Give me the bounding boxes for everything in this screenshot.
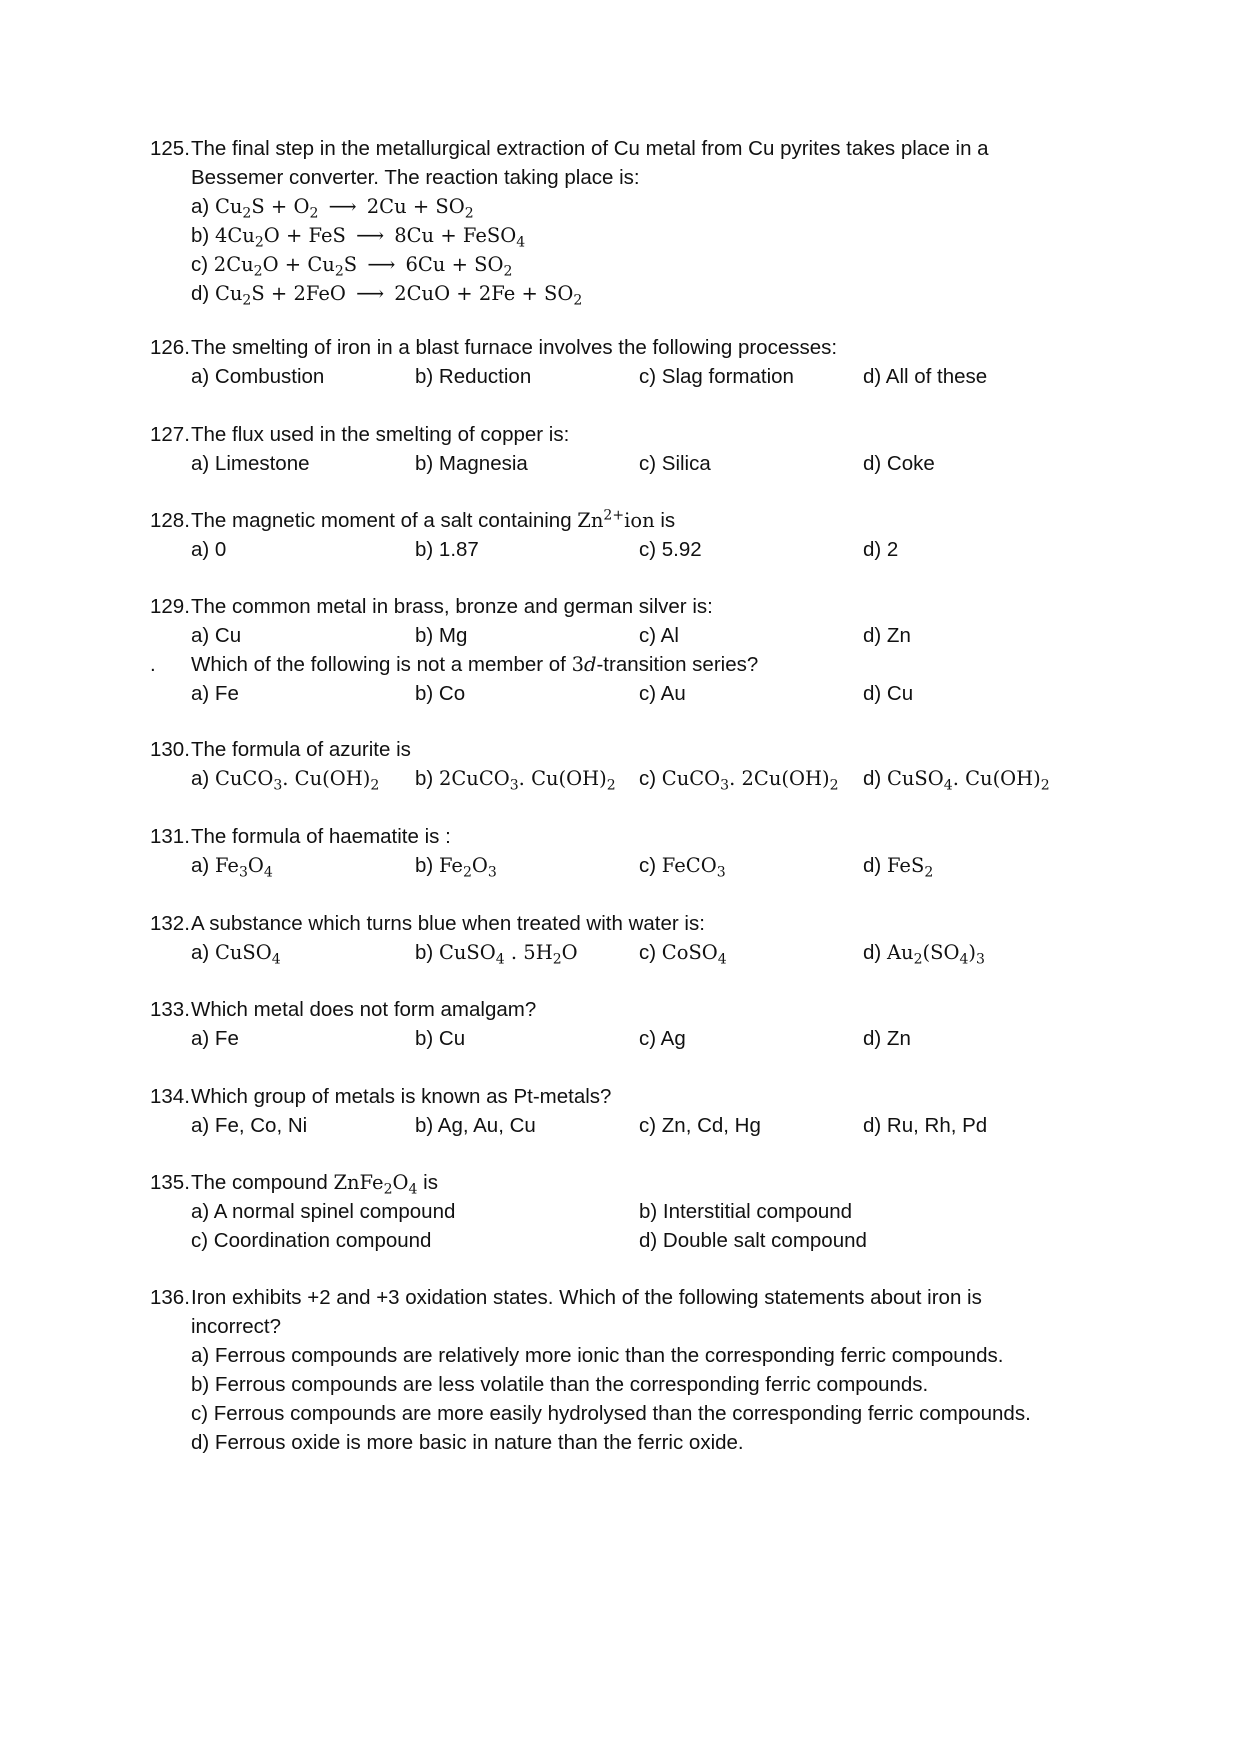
question-stem: The smelting of iron in a blast furnace involves the following processes:	[191, 336, 838, 359]
option-a: a) $Fe_3O_4$	[191, 854, 273, 881]
option-c: c) Ferrous compounds are more easily hydrolysed than the corresponding ferric compounds.	[191, 1402, 1031, 1425]
question-stem: A substance which turns blue when treated with water is:	[191, 912, 705, 935]
option-a: a) CuSO$_4$	[191, 941, 281, 968]
option-d: d) Coke	[863, 452, 935, 475]
option-c: c) Silica	[639, 452, 711, 475]
option-c: c) $2Cu_2O + Cu_2S$ ⟶ $6Cu + SO_2$	[191, 253, 513, 280]
option-b: b) 2CuCO$_3$. $Cu(OH)_2$	[415, 767, 616, 794]
option-d: d) Ru, Rh, Pd	[863, 1114, 988, 1137]
option-c: c) CuCO$_3$. $2Cu(OH)_2$	[639, 767, 839, 794]
option-b: b) Ferrous compounds are less volatile than the corresponding ferric compounds.	[191, 1373, 929, 1396]
question-number: 136.	[150, 1286, 190, 1309]
question-stem: The common metal in brass, bronze and german silver is:	[191, 595, 713, 618]
option-a: a) Fe	[191, 682, 239, 705]
question-number: 125.	[150, 137, 190, 160]
question-stem: The formula of azurite is	[191, 738, 411, 761]
option-c: c) Ag	[639, 1027, 686, 1050]
option-d: d) Zn	[863, 1027, 911, 1050]
option-b: b) Interstitial compound	[639, 1200, 853, 1223]
option-b: b) 1.87	[415, 538, 479, 561]
question-stem: Bessemer converter. The reaction taking place is:	[191, 166, 640, 189]
question-stem: The flux used in the smelting of copper is:	[191, 423, 570, 446]
question-stem: The compound $ZnFe_2O_4$ is	[191, 1171, 438, 1198]
option-d: d) Zn	[863, 624, 911, 647]
option-d: d) All of these	[863, 365, 988, 388]
question-number: 129.	[150, 595, 190, 618]
question-number: 132.	[150, 912, 190, 935]
question-number: 126.	[150, 336, 190, 359]
option-c: c) Al	[639, 624, 679, 647]
question-stem: The formula of haematite is :	[191, 825, 451, 848]
option-d: d) Ferrous oxide is more basic in nature than the ferric oxide.	[191, 1431, 744, 1454]
option-d: d) $Au_2(SO_4)_3$	[863, 941, 985, 968]
option-a: a) Limestone	[191, 452, 310, 475]
question-number: 128.	[150, 509, 190, 532]
option-b: b) Cu	[415, 1027, 466, 1050]
option-a: a) 0	[191, 538, 227, 561]
question-stem: Iron exhibits +2 and +3 oxidation states. Which of the following statements about iron is	[191, 1286, 982, 1309]
option-b: b) Co	[415, 682, 466, 705]
option-c: c) Au	[639, 682, 686, 705]
question-number: .	[150, 653, 156, 676]
option-c: c) 5.92	[639, 538, 702, 561]
question-stem: Which group of metals is known as Pt-metals?	[191, 1085, 612, 1108]
option-c: c) Slag formation	[639, 365, 794, 388]
question-stem: incorrect?	[191, 1315, 282, 1338]
option-c: c) CoSO$_4$	[639, 941, 727, 968]
question-number: 134.	[150, 1085, 190, 1108]
option-b: b) Mg	[415, 624, 468, 647]
option-a: a) Cu	[191, 624, 242, 647]
option-d: d) Cu	[863, 682, 914, 705]
question-number: 131.	[150, 825, 190, 848]
option-b: b) $Fe_2O_3$	[415, 854, 497, 881]
option-b: b) $4Cu_2O$ + FeS ⟶ 8Cu + FeSO$_4$	[191, 224, 526, 251]
option-a: a) Combustion	[191, 365, 325, 388]
option-a: a) CuCO$_3$. $Cu(OH)_2$	[191, 767, 380, 794]
option-a: a) $Cu_2S + O_2$ ⟶ $2Cu + SO_2$	[191, 195, 474, 222]
option-b: b) Ag, Au, Cu	[415, 1114, 536, 1137]
option-a: a) Ferrous compounds are relatively more ionic than the corresponding ferric compounds.	[191, 1344, 1004, 1367]
question-stem: Which metal does not form amalgam?	[191, 998, 537, 1021]
question-stem: The final step in the metallurgical extraction of Cu metal from Cu pyrites takes place in a	[191, 137, 989, 160]
option-b: b) Magnesia	[415, 452, 528, 475]
option-c: c) FeCO$_3$	[639, 854, 726, 881]
option-a: a) Fe, Co, Ni	[191, 1114, 308, 1137]
question-number: 135.	[150, 1171, 190, 1194]
option-b: b) CuSO$_4$ . $5H_2O$	[415, 941, 578, 968]
option-d: d) FeS$_2$	[863, 854, 934, 881]
question-stem: The magnetic moment of a salt containing $Zn^{2+}ion$ is	[191, 507, 676, 532]
option-d: d) CuSO$_4$. $Cu(OH)_2$	[863, 767, 1050, 794]
option-b: b) Reduction	[415, 365, 532, 388]
question-number: 130.	[150, 738, 190, 761]
option-c: c) Zn, Cd, Hg	[639, 1114, 761, 1137]
option-a: a) Fe	[191, 1027, 239, 1050]
question-number: 133.	[150, 998, 190, 1021]
question-number: 127.	[150, 423, 190, 446]
question-stem: Which of the following is not a member of 3d-transition series?	[191, 653, 759, 676]
option-d: d) Double salt compound	[639, 1229, 867, 1252]
option-a: a) A normal spinel compound	[191, 1200, 456, 1223]
option-d: d) 2	[863, 538, 899, 561]
option-c: c) Coordination compound	[191, 1229, 432, 1252]
option-d: d) $Cu_2S + 2FeO$ ⟶ $2CuO + 2Fe + SO_2$	[191, 282, 583, 309]
